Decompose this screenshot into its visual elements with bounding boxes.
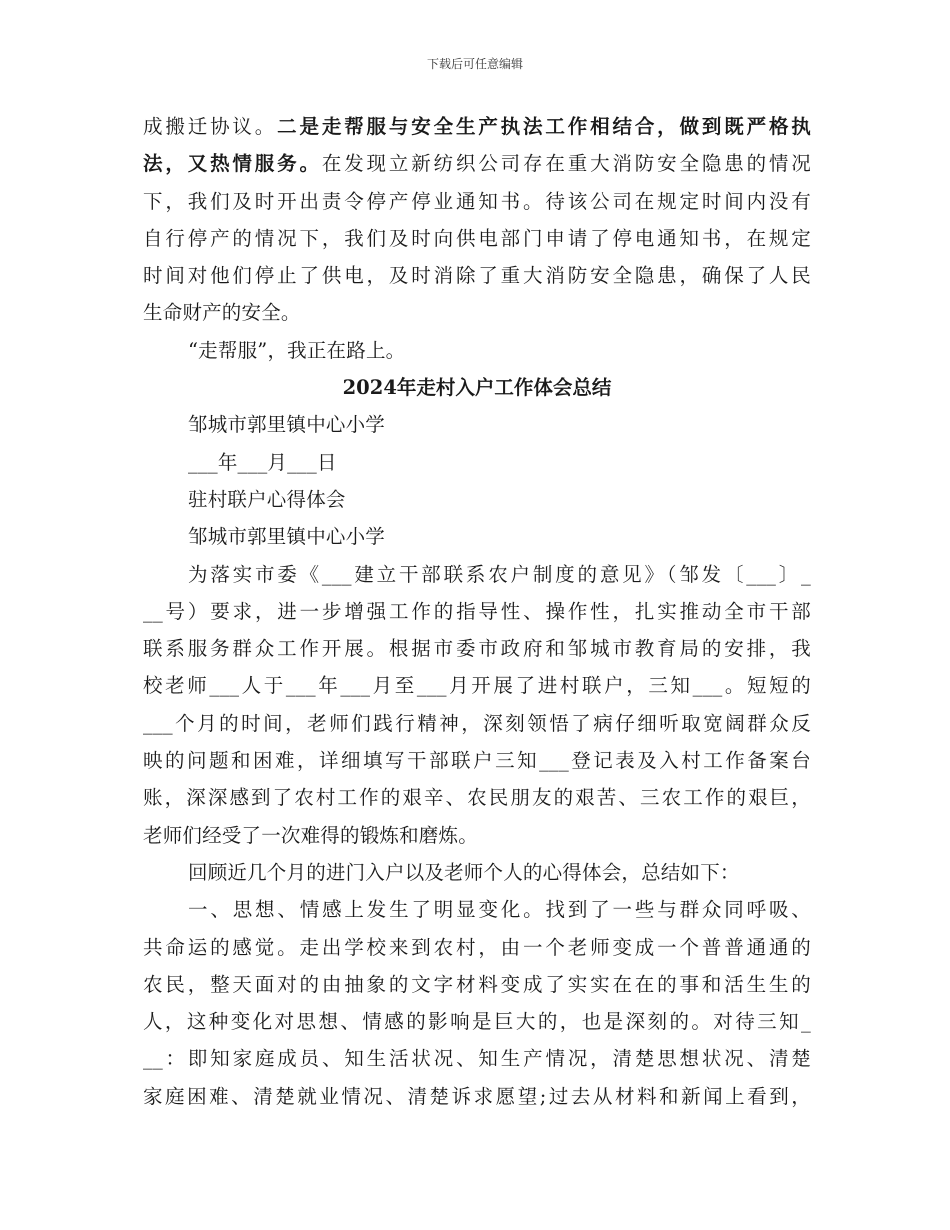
- paragraph-line: 一、思想、情感上发生了明显变化。找到了一些与群众同呼吸、: [188, 898, 811, 922]
- paragraph-line: 农民，整天面对的由抽象的文字材料变成了实实在在的事和活生生的: [143, 972, 811, 996]
- paragraph-line: 人，这种变化对思想、情感的影响是巨大的，也是深刻的。对待三知_: [143, 1010, 811, 1034]
- school-name: 邹城市郭里镇中心小学: [188, 413, 386, 437]
- text-run: 成搬迁协议。: [143, 115, 278, 138]
- article-subtitle: 驻村联户心得体会: [188, 487, 346, 511]
- bold-text-run: 二是走帮服与安全生产执法工作相结合，做到既严格执: [277, 115, 811, 138]
- school-name: 邹城市郭里镇中心小学: [188, 525, 386, 549]
- paragraph-line: 下，我们及时开出责令停产停业通知书。待该公司在规定时间内没有: [143, 189, 811, 213]
- date-line: ___年___月___日: [188, 450, 337, 474]
- paragraph-line: 老师们经受了一次难得的锻炼和磨炼。: [143, 823, 478, 847]
- paragraph-line: 家庭困难、清楚就业情况、清楚诉求愿望;过去从材料和新闻上看到，: [143, 1084, 811, 1108]
- paragraph-line: 校老师___人于___年___月至___月开展了进村联户，三知___。短短的: [143, 674, 811, 698]
- paragraph-line: 生命财产的安全。: [143, 301, 301, 325]
- paragraph-line: [143, 145, 811, 182]
- paragraph-line: 共命运的感觉。走出学校来到农村，由一个老师变成一个普普通通的: [143, 935, 811, 959]
- text-run: 在发现立新纺织公司存在重大消防安全隐患的情况: [321, 152, 811, 176]
- page-header-note: 下载后可任意编辑: [426, 57, 523, 71]
- paragraph-line: 为落实市委《___建立干部联系农户制度的意见》（邹发〔___〕_: [188, 562, 811, 586]
- paragraph-line: 账，深深感到了农村工作的艰辛、农民朋友的艰苦、三农工作的艰巨，: [143, 786, 811, 810]
- paragraph-line: 自行停产的情况下，我们及时向供电部门申请了停电通知书，在规定: [143, 226, 811, 250]
- paragraph-line: ___个月的时间，老师们践行精神，深刻领悟了病仔细听取宽阔群众反: [143, 711, 811, 735]
- paragraph-line: 联系服务群众工作开展。根据市委市政府和邹城市教育局的安排，我: [143, 637, 811, 661]
- paragraph-line: [143, 108, 811, 145]
- paragraph-line: __：即知家庭成员、知生活状况、知生产情况，清楚思想状况、清楚: [143, 1047, 811, 1071]
- paragraph-line: 回顾近几个月的进门入户以及老师个人的心得体会，总结如下：: [188, 860, 740, 884]
- paragraph-line: __号）要求，进一步增强工作的指导性、操作性，扎实推动全市干部: [143, 599, 811, 623]
- paragraph-line: “走帮服”，我正在路上。: [188, 338, 406, 362]
- paragraph-line: 时间对他们停止了供电，及时消除了重大消防安全隐患，确保了人民: [143, 264, 811, 288]
- document-body: [143, 108, 811, 1115]
- article-title: 2024年走村入户工作体会总结: [342, 376, 612, 400]
- paragraph-line: 映的问题和困难，详细填写干部联户三知___登记表及入村工作备案台: [143, 749, 811, 773]
- bold-text-run: 法，又热情服务。: [143, 152, 322, 176]
